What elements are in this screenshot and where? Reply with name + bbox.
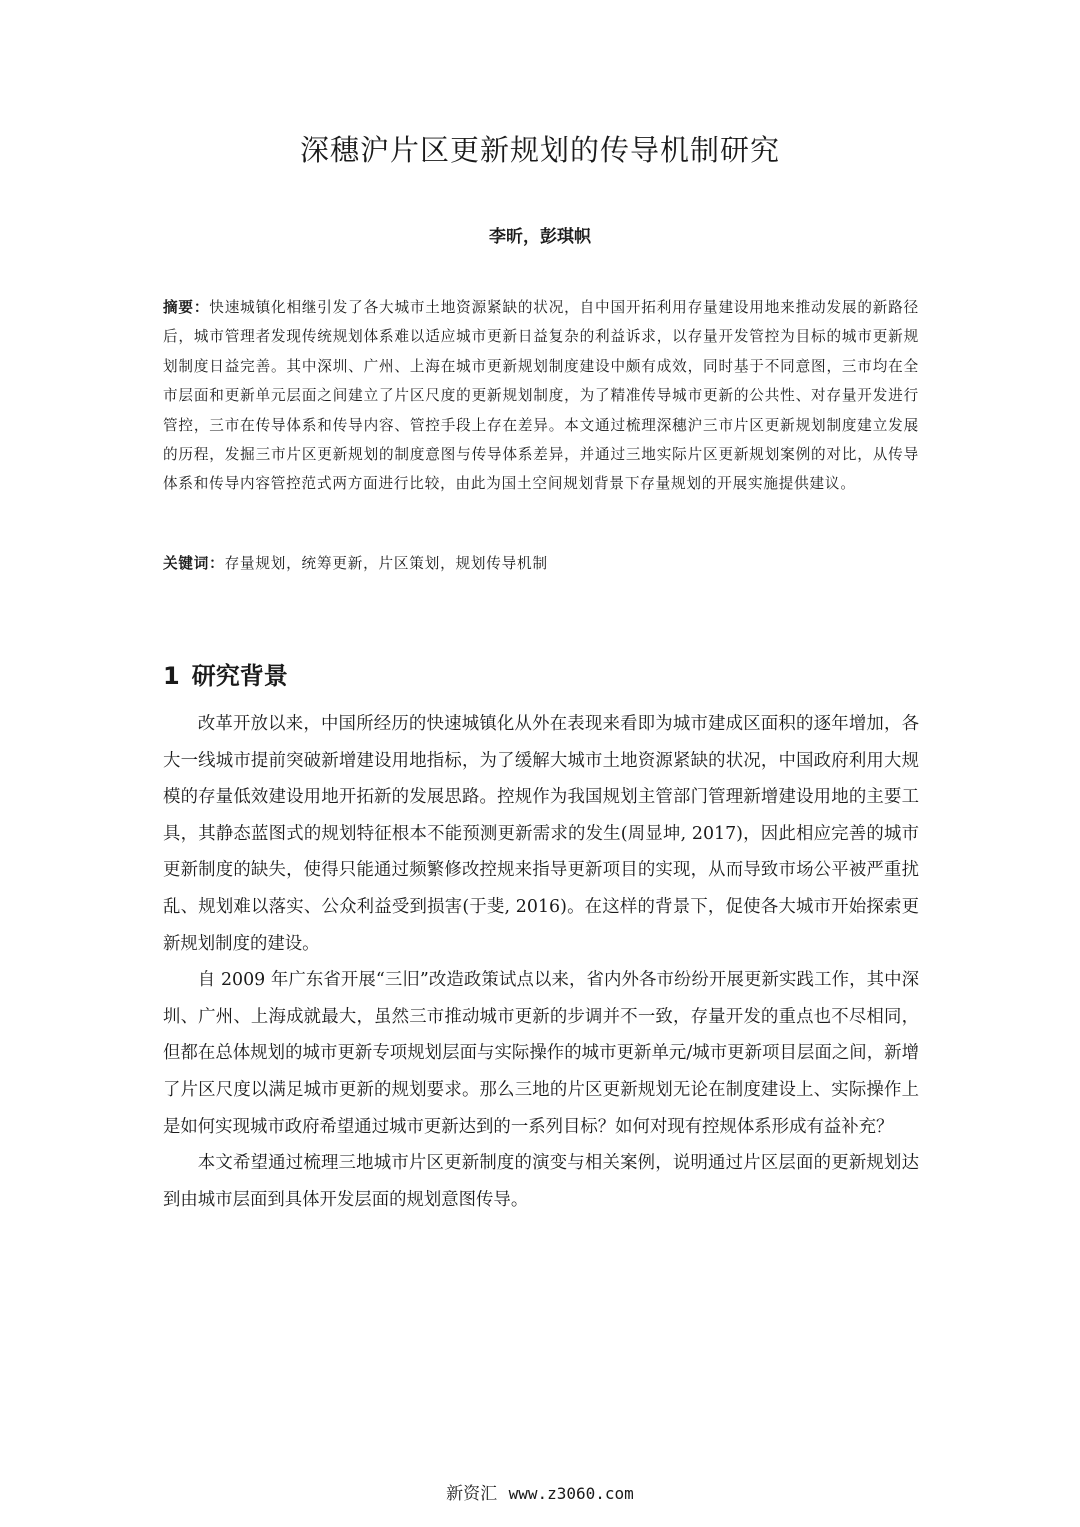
section-body [163, 706, 919, 1218]
abstract-block [163, 293, 919, 499]
section-heading [163, 658, 288, 694]
footer-site-name: 新资汇 [446, 1484, 498, 1504]
body-paragraph: 自 2009 年广东省开展“三旧”改造政策试点以来，省内外各市纷纷开展更新实践工作，其中深圳、广州、上海成就最大，虽然三市推动城市更新的步调并不一致，存量开发的重点也不尽相同，但都在总体规划的城市更新专项规划层面与实际操作的城市更新单元/城市更新项目层面之间，新增了片区尺度以满足城市更新的规划要求。那么三地的片区更新规划无论在制度建设上、实际操作上是如何实现城市政府希望通过城市更新达到的一系列目标？如何对现有控规体系形成有益补充？ [163, 970, 919, 1137]
section-number: 1 [163, 662, 180, 690]
body-paragraph: 本文希望通过梳理三地城市片区更新制度的演变与相关案例，说明通过片区层面的更新规划达到由城市层面到具体开发层面的规划意图传导。 [163, 1153, 919, 1210]
footer-url[interactable]: www.z3060.com [508, 1484, 634, 1503]
abstract-text: 快速城镇化相继引发了各大城市土地资源紧缺的状况，自中国开拓利用存量建设用地来推动发展的新路径后，城市管理者发现传统规划体系难以适应城市更新日益复杂的利益诉求，以存量开发管控为目标的城市更新规划制度日益完善。其中深圳、广州、上海在城市更新规划制度建设中颇有成效，同时基于不同意图，三市均在全市层面和更新单元层面之间建立了片区尺度的更新规划制度，为了精准传导城市更新的公共性、对存量开发进行管控，三市在传导体系和传导内容、管控手段上存在差异。本文通过梳理深穗沪三市片区更新规划制度建立发展的历程，发掘三市片区更新规划的制度意图与传导体系差异，并通过三地实际片区更新规划案例的对比，从传导体系和传导内容管控范式两方面进行比较，由此为国土空间规划背景下存量规划的开展实施提供建议。 [163, 299, 919, 493]
paper-title: 深穗沪片区更新规划的传导机制研究 [299, 133, 780, 167]
paper-authors: 李昕，彭琪帜 [489, 227, 591, 247]
keywords-text: 存量规划，统筹更新，片区策划，规划传导机制 [224, 555, 548, 572]
abstract-label: 摘要： [163, 299, 210, 316]
keywords-block [163, 549, 919, 578]
body-paragraph: 改革开放以来，中国所经历的快速城镇化从外在表现来看即为城市建成区面积的逐年增加，各大一线城市提前突破新增建设用地指标，为了缓解大城市土地资源紧缺的状况，中国政府利用大规模的存量低效建设用地开拓新的发展思路。控规作为我国规划主管部门管理新增建设用地的主要工具，其静态蓝图式的规划特征根本不能预测更新需求的发生(周显坤, 2017)，因此相应完善的城市更新制度的缺失，使得只能通过频繁修改控规来指导更新项目的实现，从而导致市场公平被严重扰乱、规划难以落实、公众利益受到损害(于斐, 2016)。在这样的背景下，促使各大城市开始探索更新规划制度的建设。 [163, 714, 919, 954]
keywords-label: 关键词： [163, 555, 225, 572]
section-title: 研究背景 [191, 662, 288, 690]
page-footer [0, 1482, 1080, 1506]
